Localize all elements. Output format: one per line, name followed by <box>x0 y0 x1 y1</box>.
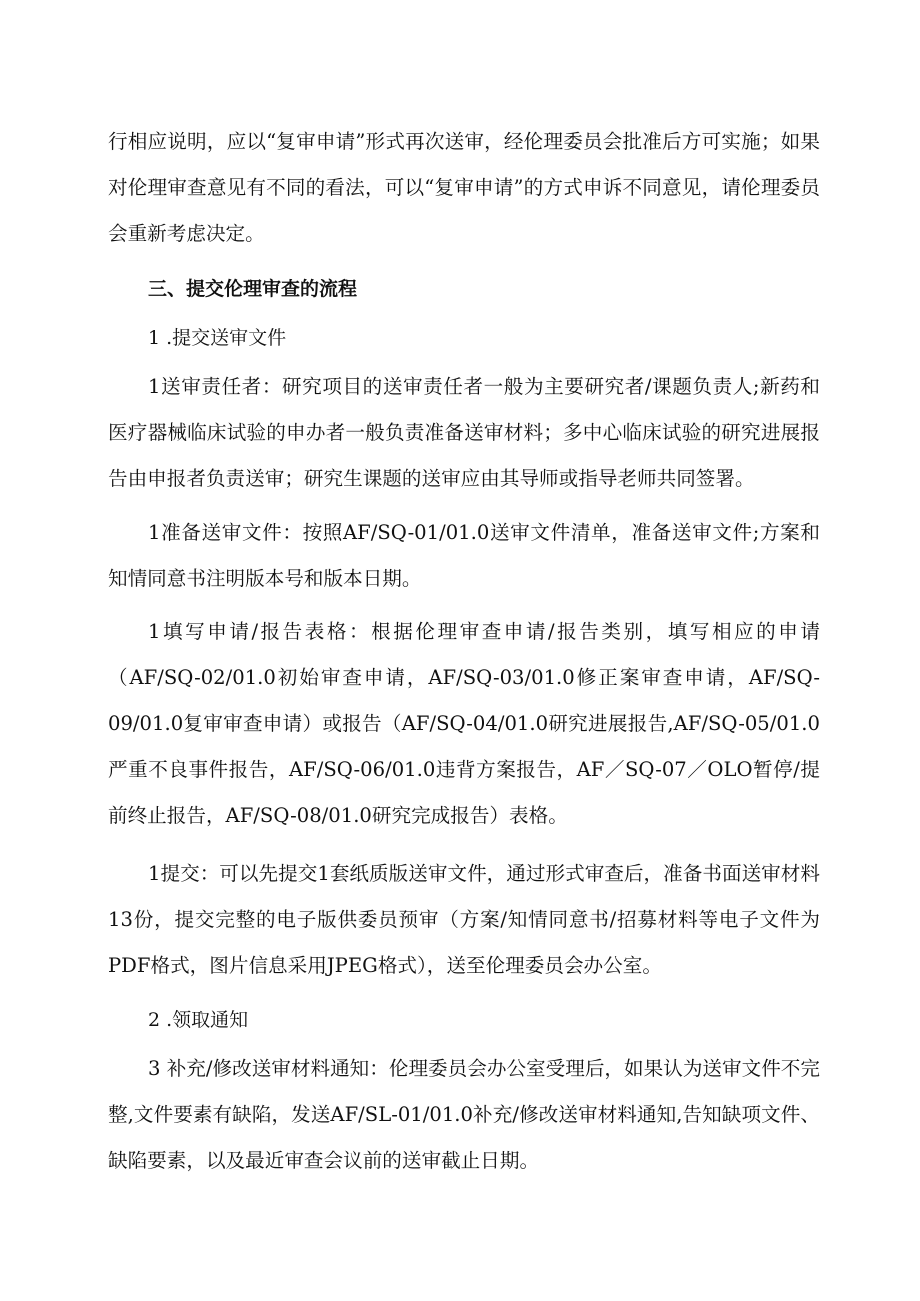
paragraph-submit: 1提交：可以先提交1套纸质版送审文件，通过形式审查后，准备书面送审材料13份，提交完整的电子版供委员预审（方案/知情同意书/招募材料等电子文件为PDF格式，图片信息采用JPEG格式），送至伦理委员会办公室。 <box>108 862 820 977</box>
continuation-paragraph: 行相应说明，应以“复审申请”形式再次送审，经伦理委员会批准后方可实施；如果对伦理审查意见有不同的看法，可以“复审申请”的方式申诉不同意见，请伦理委员会重新考虑决定。 <box>108 130 820 245</box>
paragraph-fill-forms: 1填写申请/报告表格：根据伦理审查申请/报告类别，填写相应的申请（AF/SQ-02/01.0初始审查申请，AF/SQ-03/01.0修正案审查申请，AF/SQ-09/01.0复审审查申请）或报告（AF/SQ-04/01.0研究进展报告,AF/SQ-05/01.0严重不良事件报告，AF/SQ-06/01.0违背方案报告，AF／SQ-07／OLO暂停/提前终止报告，AF/SQ-08/01.0研究完成报告）表格。 <box>108 620 820 827</box>
paragraph-prepare-documents: 1准备送审文件：按照AF/SQ-01/01.0送审文件清单，准备送审文件;方案和知情同意书注明版本号和版本日期。 <box>108 521 820 590</box>
subsection-heading-submit-documents: 1 .提交送审文件 <box>148 327 287 349</box>
subsection-heading-receive-notice: 2 .领取通知 <box>148 1009 249 1031</box>
section-heading: 三、提交伦理审查的流程 <box>148 278 358 300</box>
paragraph-submission-responsible: 1送审责任者：研究项目的送审责任者一般为主要研究者/课题负责人;新药和医疗器械临床试验的申办者一般负责准备送审材料；多中心临床试验的研究进展报告由申报者负责送审；研究生课题的送审应由其导师或指导老师共同签署。 <box>108 375 820 490</box>
paragraph-supplement-notice: 3 补充/修改送审材料通知：伦理委员会办公室受理后，如果认为送审文件不完整,文件要素有缺陷，发送AF/SL-01/01.0补充/修改送审材料通知,告知缺项文件、缺陷要素，以及最近审查会议前的送审截止日期。 <box>108 1057 820 1172</box>
